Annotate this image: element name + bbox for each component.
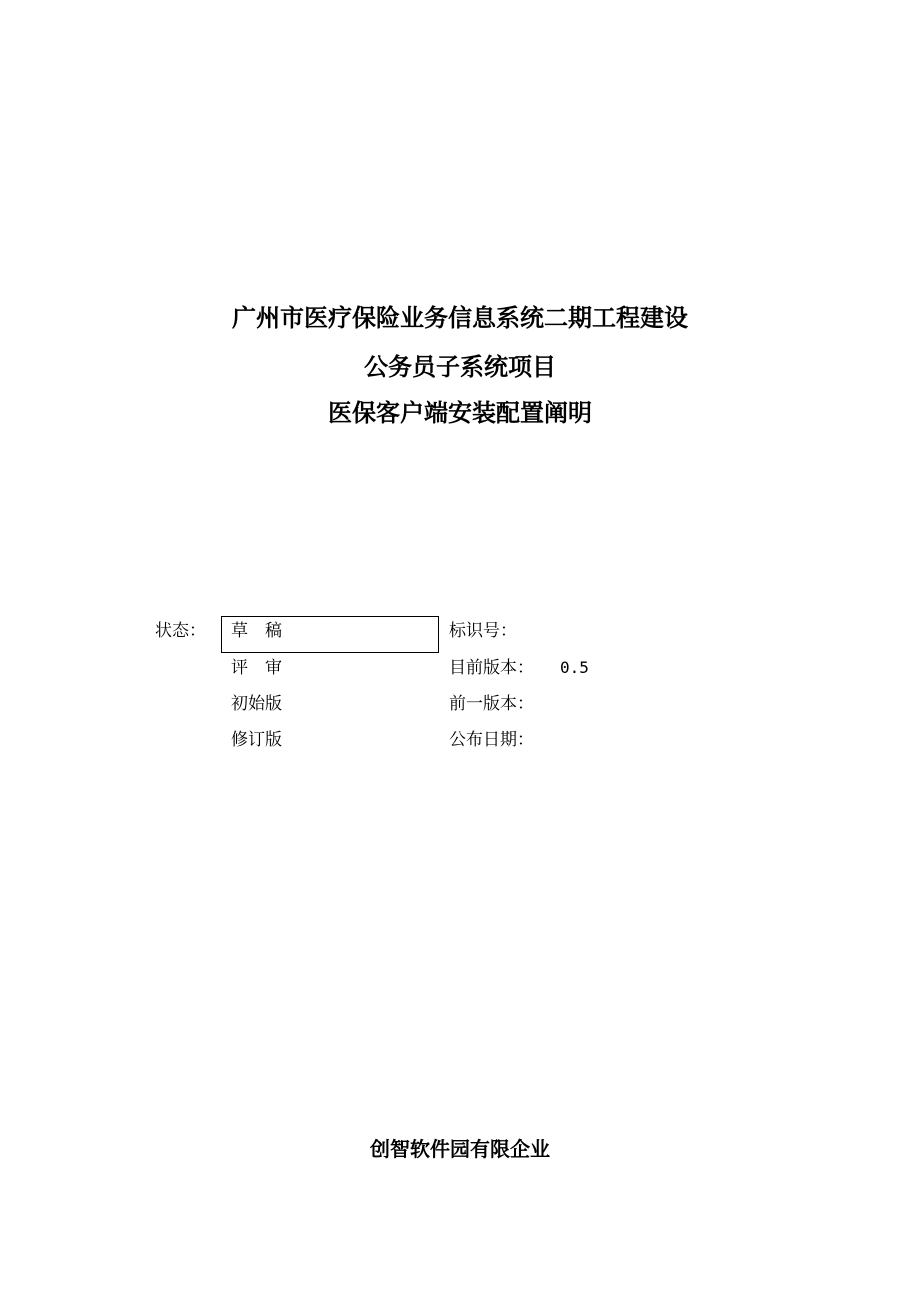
document-title-line-2: 公务员子系统项目 [364, 353, 556, 381]
current-version-label: 目前版本： [449, 658, 534, 678]
document-title-line-1: 广州市医疗保险业务信息系统二期工程建设 [232, 304, 688, 332]
current-version-value: 0.5 [560, 658, 589, 677]
status-option-review: 评 审 [231, 658, 282, 678]
status-label: 状态： [155, 621, 206, 641]
document-title-line-3: 医保客户端安装配置阐明 [328, 399, 592, 427]
previous-version-label: 前一版本： [449, 694, 534, 714]
status-option-initial: 初始版 [231, 694, 282, 714]
identifier-label: 标识号： [449, 621, 517, 641]
publish-date-label: 公布日期： [449, 730, 534, 750]
status-option-revised: 修订版 [231, 730, 282, 750]
status-option-draft: 草 稿 [231, 621, 282, 641]
company-name: 创智软件园有限企业 [370, 1137, 550, 1161]
